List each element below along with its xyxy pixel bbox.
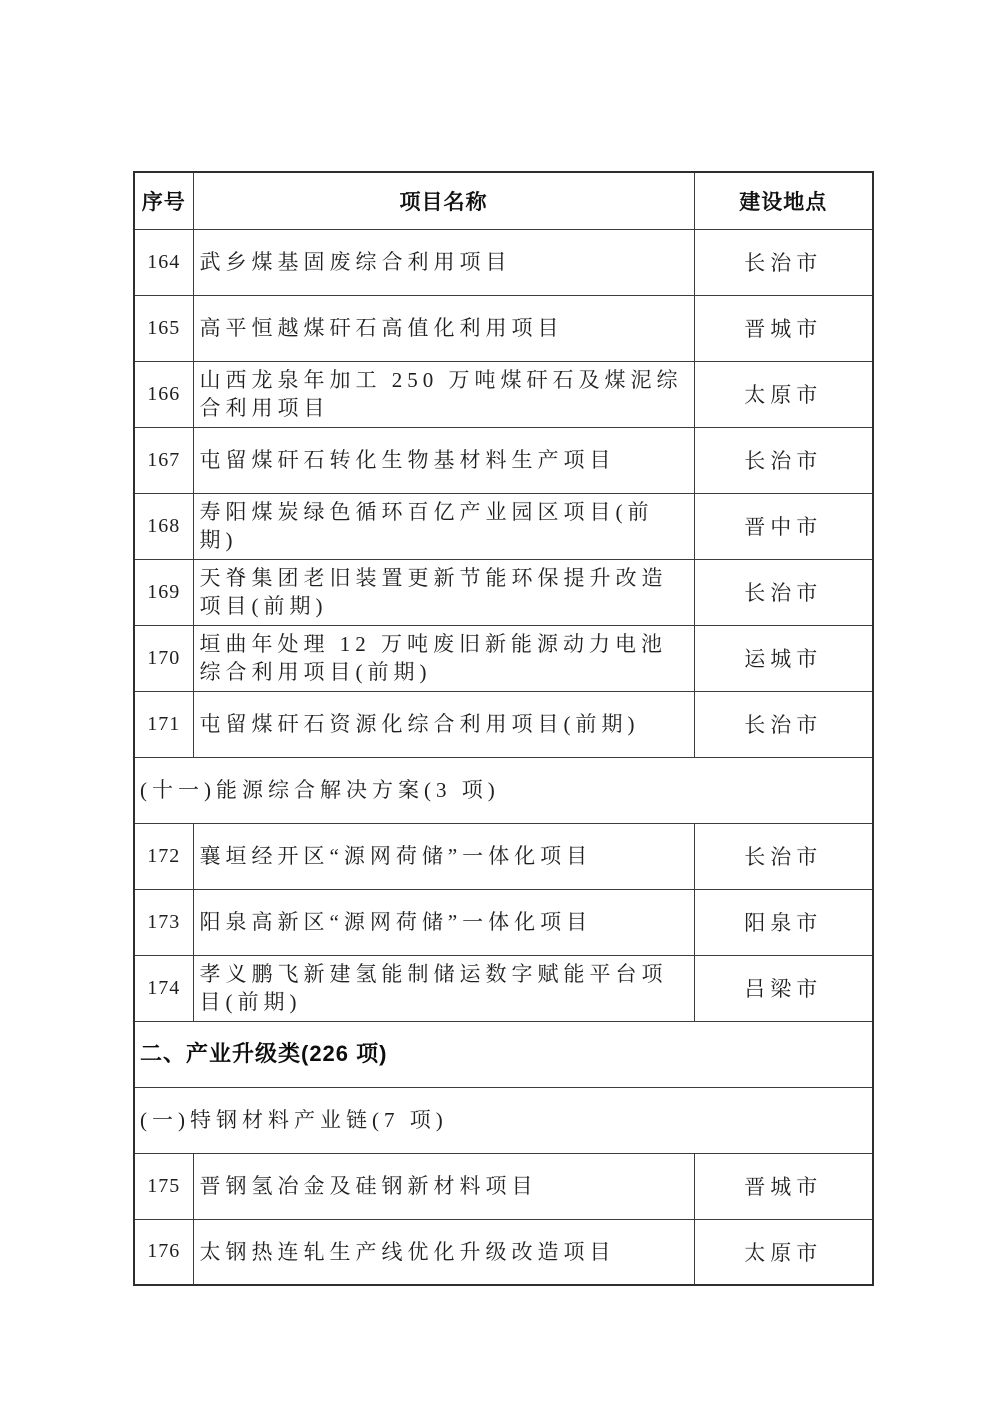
row-number-cell: 168	[134, 493, 193, 559]
project-name-cell: 屯留煤矸石转化生物基材料生产项目	[193, 427, 694, 493]
table-row	[134, 955, 873, 1021]
project-name-cell: 太钢热连轧生产线优化升级改造项目	[193, 1219, 694, 1285]
location-cell: 晋城市	[694, 295, 873, 361]
table-row	[134, 361, 873, 427]
location-cell: 长治市	[694, 691, 873, 757]
table-body	[134, 229, 873, 1285]
location-cell: 长治市	[694, 427, 873, 493]
col-header-serial: 序号	[134, 172, 193, 229]
table-row	[134, 1153, 873, 1219]
project-name-cell: 天脊集团老旧装置更新节能环保提升改造项目(前期)	[193, 559, 694, 625]
table-row	[134, 823, 873, 889]
table-row	[134, 493, 873, 559]
row-number-cell: 174	[134, 955, 193, 1021]
projects-table	[133, 171, 874, 1286]
row-number-cell: 170	[134, 625, 193, 691]
row-number-cell: 171	[134, 691, 193, 757]
table-row	[134, 559, 873, 625]
project-name-cell: 武乡煤基固废综合利用项目	[193, 229, 694, 295]
location-cell: 吕梁市	[694, 955, 873, 1021]
col-header-location: 建设地点	[694, 172, 873, 229]
location-cell: 运城市	[694, 625, 873, 691]
row-number-cell: 167	[134, 427, 193, 493]
table-row	[134, 295, 873, 361]
project-name-cell: 襄垣经开区“源网荷储”一体化项目	[193, 823, 694, 889]
project-name-cell: 垣曲年处理 12 万吨废旧新能源动力电池综合利用项目(前期)	[193, 625, 694, 691]
location-cell: 长治市	[694, 559, 873, 625]
section-heading-cell: (一)特钢材料产业链(7 项)	[134, 1087, 873, 1153]
section-heading-row	[134, 757, 873, 823]
category-heading-row	[134, 1021, 873, 1087]
table-header	[134, 172, 873, 229]
project-name-cell: 屯留煤矸石资源化综合利用项目(前期)	[193, 691, 694, 757]
location-cell: 晋中市	[694, 493, 873, 559]
col-header-project-name: 项目名称	[193, 172, 694, 229]
table-row	[134, 229, 873, 295]
row-number-cell: 169	[134, 559, 193, 625]
location-cell: 太原市	[694, 1219, 873, 1285]
row-number-cell: 166	[134, 361, 193, 427]
row-number-cell: 172	[134, 823, 193, 889]
location-cell: 晋城市	[694, 1153, 873, 1219]
table-row	[134, 691, 873, 757]
section-heading-cell: 二、产业升级类(226 项)	[134, 1021, 873, 1087]
location-cell: 阳泉市	[694, 889, 873, 955]
row-number-cell: 176	[134, 1219, 193, 1285]
row-number-cell: 164	[134, 229, 193, 295]
project-name-cell: 晋钢氢冶金及硅钢新材料项目	[193, 1153, 694, 1219]
section-heading-row	[134, 1087, 873, 1153]
table-row	[134, 625, 873, 691]
row-number-cell: 175	[134, 1153, 193, 1219]
project-name-cell: 山西龙泉年加工 250 万吨煤矸石及煤泥综合利用项目	[193, 361, 694, 427]
project-name-cell: 阳泉高新区“源网荷储”一体化项目	[193, 889, 694, 955]
header-row	[134, 172, 873, 229]
row-number-cell: 173	[134, 889, 193, 955]
table-row	[134, 889, 873, 955]
project-name-cell: 寿阳煤炭绿色循环百亿产业园区项目(前期)	[193, 493, 694, 559]
location-cell: 长治市	[694, 823, 873, 889]
location-cell: 太原市	[694, 361, 873, 427]
location-cell: 长治市	[694, 229, 873, 295]
project-name-cell: 高平恒越煤矸石高值化利用项目	[193, 295, 694, 361]
row-number-cell: 165	[134, 295, 193, 361]
table-row	[134, 1219, 873, 1285]
project-name-cell: 孝义鹏飞新建氢能制储运数字赋能平台项目(前期)	[193, 955, 694, 1021]
section-heading-cell: (十一)能源综合解决方案(3 项)	[134, 757, 873, 823]
table-row	[134, 427, 873, 493]
